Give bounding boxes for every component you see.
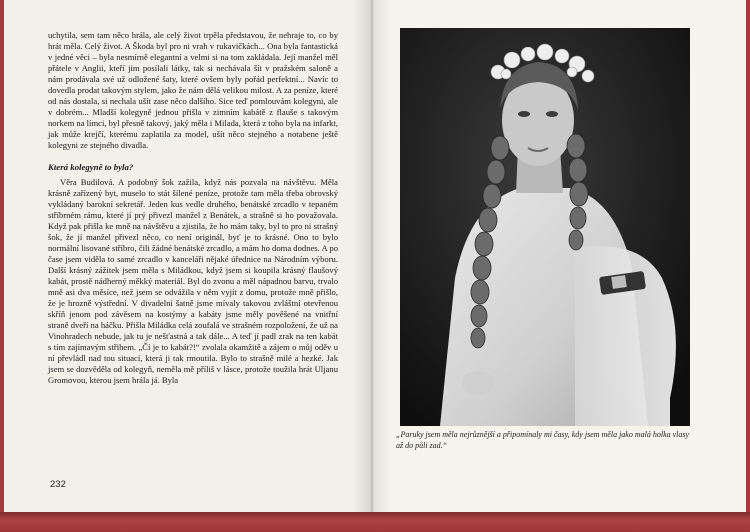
- paragraph-2: Věra Budilová. A podobný šok zažila, když nás pozvala na návštěvu. Měla krásně zařízený byt, muselo to stát šílené peníze, protože tam měla třeba obrovský vykládaný barokní sekretář. Jeden kus vedle druhého, benátské zrcadlo v tepaném stříbrném rámu, které jí prý přivezl manžel z Benátek, a strašně si ho považovala. Když pak přišla ke mně na návštěvu a zjistila, že ho mám taky, byl to pro ni strašný šok, že jí manžel přivezl něco, co není originál, byť je to krásné. Ono to bylo normální lisované stříbro, čili žádné benátské zrcadlo, a mám ho doma dodnes. A po čase jsem viděla to samé zrcadlo v kanceláři nějaké úřednice na Národním výboru. Další krásný zážitek jsem měla s Miládkou, když jsem si koupila krásný flaušový kabát, prostě nádherný měkký materiál. Byl do zvonu a měl nápadnou barvu, trvalo mně asi dva měsíce, než jsem se odvážila v něm vyjít z domu, protože mně přišlo, že je hrozně výstřední. V divadelní šatně jsme mívaly takovou zvláštní otevřenou skříň jenom pod závěsem na kostýmy a kabáty jsme měly pověšené na vnitřní straně dveří na háčku. Přišla Miládka celá zoufalá ve strašném rozpoložení, že už na Vinohradech nebude, jak tu je nešťastná a tak dále... A teď jí padl zrak na ten kabát s tím zajímavým střihem. „Čí je to kabát?!“ zvolala okamžitě a zájem o můj oděv u ní převládl nad tou situací, která ji tak rmoutila. Bylo to strašně milé a hezké. Jak jsem se dozvěděla od kolegyň, neměla mě příliš v lásce, protože toužila hrát Uljanu Gromovou, kterou jsem hrála já. Byla: [48, 176, 338, 386]
- page-number: 232: [50, 479, 66, 490]
- paragraph-1: uchytila, sem tam něco hrála, ale celý život trpěla představou, že nehraje to, co by hrát měla. Celý život. A Škoda byl pro ni vrah v rukavičkách... Ona byla fantastická v jedné věci – byla nesmírně elegantní a velmi si na tom zakládala. Její manžel měl přátele v Anglii, kteří jim posílali látky, tak si nechávala šít v pražském saloně a nám prodávala své už odložené šaty, které ovšem byly pořád perfektní... Navíc to dovedla prodat takovým stylem, jako že nám dělá velikou milost. A za peníze, které od nás dostala, si nechala ušít zase něco dalšího. Sice teď pomlouvám kolegyni, ale v dobrém... Mladší kolegyně jednou přišla v zimním kabátě z flauše s takovým norkem na límci, byl přesně takový, jaký měla i Milada, která z toho byla na infarkt, jak může krejčí, kterému zaplatila za model, ušít něco stejného a notabene ještě kolegyni ze stejného divadla.: [48, 30, 338, 151]
- left-page: [4, 0, 372, 512]
- section-heading: Která kolegyně to byla?: [48, 161, 134, 172]
- bottom-edge: [0, 512, 750, 532]
- portrait-photo: [400, 28, 690, 426]
- portrait-photo-icon: [400, 28, 690, 426]
- body-text: [48, 30, 338, 386]
- right-page: [372, 0, 746, 512]
- photo-caption: „Paruky jsem měla nejrůznější a připomínaly mi časy, kdy jsem měla jako malá holka vlasy až do půli zad.“: [396, 430, 690, 450]
